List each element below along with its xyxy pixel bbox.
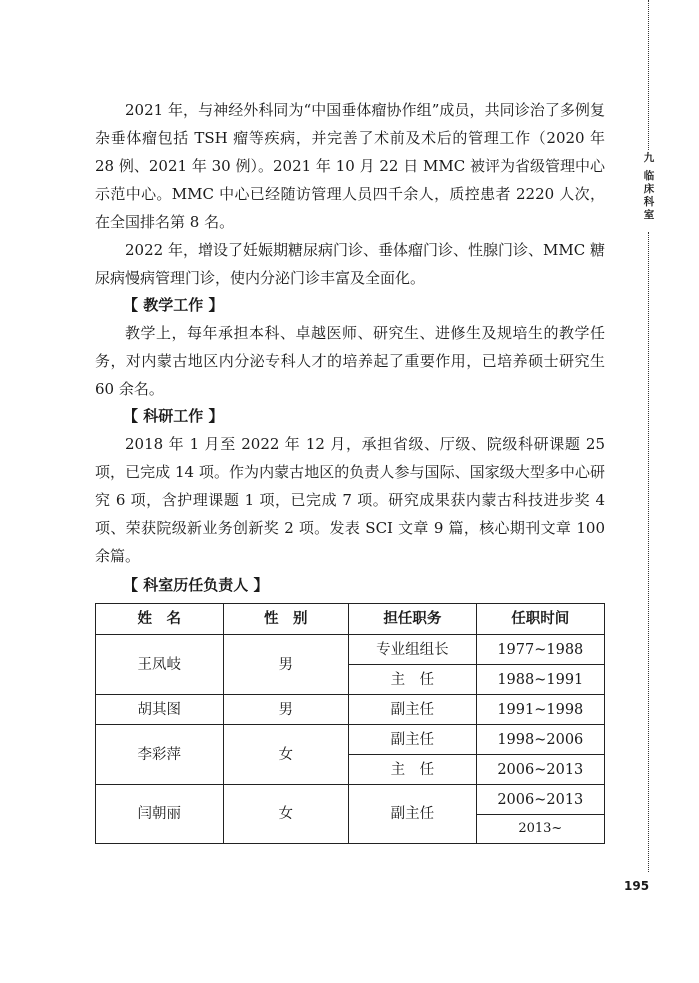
directors-table: [95, 603, 605, 844]
header-gender: 性 别: [223, 604, 349, 635]
cell-role: 副主任: [349, 725, 477, 755]
header-role: 担任职务: [349, 604, 477, 635]
cell-name: 闫朝丽: [96, 785, 224, 844]
cell-period: 1988~1991: [476, 665, 604, 695]
table-header-row: [96, 604, 605, 635]
side-title-char: 室: [643, 209, 655, 221]
chapter-title-vertical: [641, 170, 657, 222]
cell-period: 1991~1998: [476, 695, 604, 725]
table-row: [96, 785, 605, 815]
chapter-number: 九: [643, 152, 655, 164]
cell-period: 1977~1988: [476, 635, 604, 665]
page-number: 195: [624, 879, 650, 893]
cell-name: 胡其图: [96, 695, 224, 725]
cell-role: 副主任: [349, 695, 477, 725]
cell-gender: 女: [223, 725, 349, 785]
table-row: [96, 635, 605, 665]
paragraph-2022: 2022 年，增设了妊娠期糖尿病门诊、垂体瘤门诊、性腺门诊、MMC 糖尿病慢病管理门诊，使内分泌门诊丰富及全面化。: [95, 241, 605, 287]
side-title-char: 临: [643, 170, 655, 182]
cell-role: 副主任: [349, 785, 477, 844]
research-heading: 【 科研工作 】: [123, 407, 224, 425]
side-title-char: 科: [643, 196, 655, 208]
side-dotted-rule-upper: [648, 0, 649, 150]
table-row: [96, 695, 605, 725]
teaching-heading: 【 教学工作 】: [123, 296, 224, 314]
header-name: 姓 名: [96, 604, 224, 635]
cell-period: 2006~2013: [476, 755, 604, 785]
paragraph-2021: 2021 年，与神经外科同为“中国垂体瘤协作组”成员，共同诊治了多例复杂垂体瘤包括 TSH 瘤等疾病，并完善了术前及术后的管理工作（2020 年 28 例、2021 年 30 例）。2021 年 10 月 22 日 MMC 被评为省级管理中心示范中心。MMC 中心已经随访管理人员四千余人，质控患者 2220 人次，在全国排名第 8 名。: [95, 101, 605, 231]
chapter-side-label: [641, 152, 657, 222]
teaching-paragraph: 教学上，每年承担本科、卓越医师、研究生、进修生及规培生的教学任务，对内蒙古地区内分泌专科人才的培养起了重要作用，已培养硕士研究生 60 余名。: [95, 324, 605, 398]
side-title-char: 床: [643, 183, 655, 195]
table-row: [96, 725, 605, 755]
cell-name: 李彩萍: [96, 725, 224, 785]
cell-role: 主 任: [349, 755, 477, 785]
header-period: 任职时间: [476, 604, 604, 635]
cell-role: 主 任: [349, 665, 477, 695]
research-paragraph: 2018 年 1 月至 2022 年 12 月，承担省级、厅级、院级科研课题 25 项，已完成 14 项。作为内蒙古地区的负责人参与国际、国家级大型多中心研究 6 项，含护理课题 1 项，已完成 7 项。研究成果获内蒙古科技进步奖 4 项、荣获院级新业务创新奖 2 项。发表 SCI 文章 9 篇，核心期刊文章 100 余篇。: [95, 435, 605, 565]
cell-gender: 女: [223, 785, 349, 844]
page-body: [95, 96, 605, 844]
cell-period: 1998~2006: [476, 725, 604, 755]
side-dotted-rule-lower: [648, 232, 649, 872]
cell-role: 专业组组长: [349, 635, 477, 665]
cell-name: 王凤岐: [96, 635, 224, 695]
directors-heading: 【 科室历任负责人 】: [123, 576, 269, 594]
cell-gender: 男: [223, 635, 349, 695]
cell-gender: 男: [223, 695, 349, 725]
cell-period: 2013~: [476, 815, 604, 844]
cell-period: 2006~2013: [476, 785, 604, 815]
